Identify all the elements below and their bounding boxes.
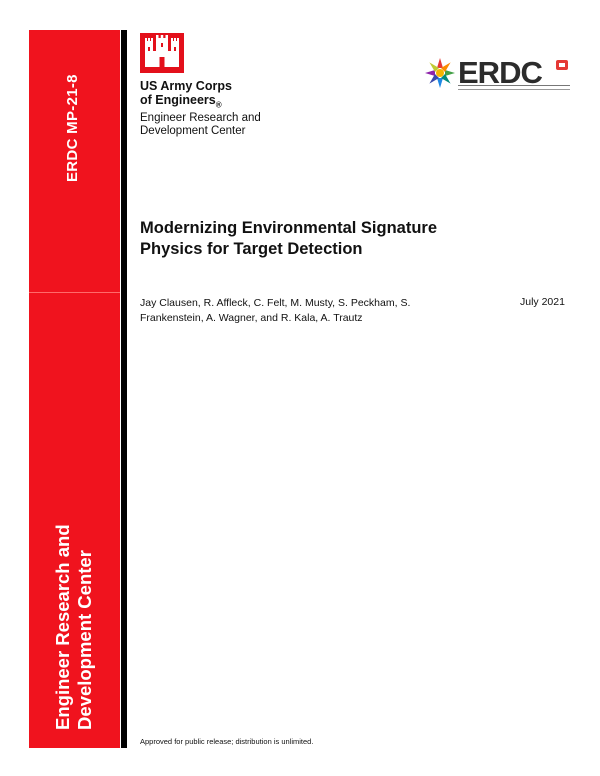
report-title (140, 218, 437, 260)
sidebar-center-line1: Engineer Research and (52, 524, 73, 730)
erdc-starburst-icon (424, 57, 456, 89)
registered-mark: ® (215, 100, 222, 109)
publication-date: July 2021 (520, 296, 565, 308)
sidebar-divider (29, 292, 120, 293)
usace-wordmark (140, 80, 261, 139)
authors-line1: Jay Clausen, R. Affleck, C. Felt, M. Musty, S. Peckham, S. (140, 297, 411, 309)
sidebar-center-name (52, 524, 96, 730)
usace-castle-icon (140, 33, 184, 73)
usace-line3: Engineer Research and (140, 111, 261, 124)
erdc-wordmark: ERDC (458, 55, 542, 90)
sidebar-center-line2: Development Center (74, 550, 95, 730)
authors-line2: Frankenstein, A. Wagner, and R. Kala, A. Trautz (140, 312, 363, 324)
usace-line2-text: of Engineers (140, 92, 216, 107)
author-list (140, 296, 470, 326)
release-statement: Approved for public release; distribution is unlimited. (140, 737, 314, 746)
black-rule (121, 30, 127, 748)
erdc-badge-icon (556, 60, 568, 70)
usace-line2 (140, 94, 261, 112)
title-line2: Physics for Target Detection (140, 240, 363, 258)
report-number: ERDC MP-21-8 (64, 74, 81, 182)
usace-line1: US Army Corps (140, 79, 232, 93)
title-line1: Modernizing Environmental Signature (140, 219, 438, 237)
usace-line4: Development Center (140, 125, 246, 137)
erdc-tagline-rule (458, 85, 570, 90)
